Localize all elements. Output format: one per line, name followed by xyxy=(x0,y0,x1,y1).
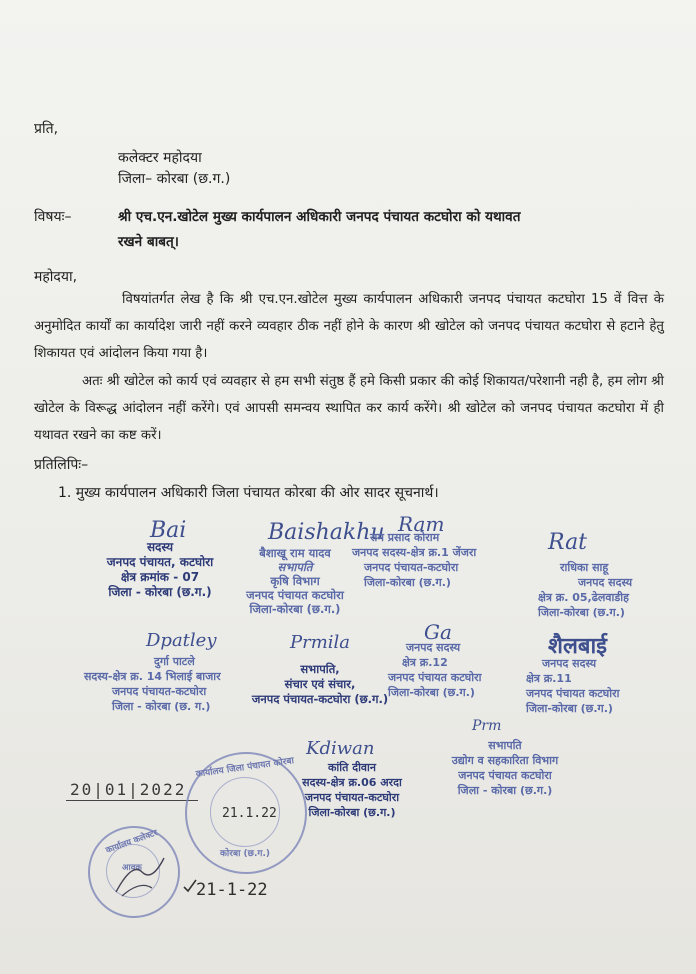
stamp-line: जिला - कोरबा (छ. ग.) xyxy=(112,700,211,713)
salutation: महोदया, xyxy=(34,269,78,285)
stamp-line: जनपद पंचायत-कटघोरा xyxy=(364,561,459,574)
signature-3: Ram xyxy=(398,512,445,536)
stamp-member-01 xyxy=(352,530,527,590)
stamp-name: राधिका साहू xyxy=(560,561,609,574)
signature-8: शैलबाई xyxy=(548,633,607,659)
collector-seal-scribble xyxy=(112,852,168,898)
subject-line-1: श्री एच.एन.खोटेल मुख्य कार्यपालन अधिकारी जनपद पंचायत कटघोरा को यथावत xyxy=(118,209,521,225)
office-seal-bottom-text: कोरबा (छ.ग.) xyxy=(220,849,270,859)
stamp-member-14 xyxy=(84,654,259,714)
stamp-member-07 xyxy=(100,540,220,600)
stamp-member-11 xyxy=(526,656,656,716)
stamp-line: सभापति xyxy=(488,739,522,752)
signature-4: Rat xyxy=(548,530,588,555)
addressee-title: कलेक्टर महोदया xyxy=(118,150,202,166)
stamp-member-12 xyxy=(388,640,508,700)
stamp-line: सभापति xyxy=(277,560,313,574)
signature-1: Bai xyxy=(150,518,187,543)
stamp-line: जनपद पंचायत-कटघोरा xyxy=(112,685,207,698)
addressee-district: जिला– कोरबा (छ.ग.) xyxy=(118,171,231,187)
stamp-line: जिला-कोरबा (छ.ग.) xyxy=(538,606,625,619)
stamp-line: जिला-कोरबा (छ.ग.) xyxy=(388,686,475,699)
signature-9: Kdiwan xyxy=(306,738,375,759)
handwritten-date-received: 21-1-22 xyxy=(196,880,268,900)
stamp-line: जिला-कोरबा (छ.ग.) xyxy=(364,576,451,589)
collector-seal-inner-text: आवक xyxy=(122,863,142,873)
stamp-line: कृषि विभाग xyxy=(270,574,320,588)
stamp-line: सदस्य xyxy=(146,540,174,554)
stamp-line: क्षेत्र क्र.12 xyxy=(402,656,448,669)
body-paragraph-2: अतः श्री खोटेल को कार्य एवं व्यवहार से हम सभी संतुष्ठ हैं हमे किसी प्रकार की कोई शिकायत/परेशानी नही है, हम लोग श्री खोटेल के विरूद्ध आंदोलन नहीं करेंगे। एवं आपसी समन्वय स्थापित कर कार्य करेंगे। श्री खोटेल को जनपद पंचायत कटघोरा में ही यथावत रखने का कष्ट करें। xyxy=(34,374,664,443)
stamp-line: जिला - कोरबा (छ.ग.) xyxy=(108,585,212,599)
stamp-chairman-communication xyxy=(250,662,390,707)
stamp-line: जनपद सदस्य xyxy=(578,576,633,589)
check-icon xyxy=(182,878,198,894)
stamp-line: जनपद पंचायत कटघोरा xyxy=(388,671,482,684)
signature-7: Ga xyxy=(424,620,452,644)
stamp-line: क्षेत्र क्र. 05,ढेलवाडीह xyxy=(538,591,629,604)
stamp-line: जिला-कोरबा (छ.ग.) xyxy=(249,602,341,616)
stamp-line: सदस्य-क्षेत्र क्र. 14 भिलाई बाजार xyxy=(84,670,221,683)
handwritten-date: 20|01|2022 xyxy=(70,780,187,799)
stamp-line: जनपद पंचायत कटघोरा xyxy=(526,687,620,700)
date-underline xyxy=(66,800,198,801)
tick-mark xyxy=(182,878,198,894)
stamp-line: उद्योग व सहकारिता विभाग xyxy=(451,754,559,767)
copy-item-1: 1. मुख्य कार्यपालन अधिकारी जिला पंचायत कोरबा की ओर सादर सूचनार्थ। xyxy=(58,485,439,501)
prati-label: प्रति, xyxy=(34,121,59,137)
scribble-icon xyxy=(112,852,168,898)
stamp-line: जिला - कोरबा (छ.ग.) xyxy=(457,784,553,797)
copy-label: प्रतिलिपिः– xyxy=(34,457,89,473)
stamp-line: संचार एवं संचार, xyxy=(284,677,356,691)
stamp-line: सभापति, xyxy=(300,662,340,676)
subject-label: विषयः– xyxy=(34,209,72,225)
collector-seal-text: कार्यालय कलेक्टर xyxy=(104,828,159,857)
signature-6: Prmila xyxy=(290,632,351,653)
subject-line-2: रखने बाबत्। xyxy=(118,234,179,250)
stamp-name: राम प्रसाद कोराम xyxy=(370,531,440,544)
signature-10: Prm xyxy=(472,718,502,734)
stamp-line: जनपद पंचायत कटघोरा xyxy=(458,769,552,782)
body-paragraph-1: विषयांतर्गत लेख है कि श्री एच.एन.खोटेल मुख्य कार्यपालन अधिकारी जनपद पंचायत कटघोरा 15 वें वित्त के अनुमोदित कार्यों का कार्यादेश जारी नहीं करने व्यवहार ठीक नहीं होने के कारण श्री खोटेल को जनपद पंचायत कटघोरा से हटाने हेतु शिकायत एवं आंदोलन किया गया है। xyxy=(34,292,664,361)
stamp-member-05 xyxy=(538,560,658,620)
stamp-line: क्षेत्र क्रमांक - 07 xyxy=(120,570,200,584)
stamp-line: जनपद पंचायत-कटघोरा (छ.ग.) xyxy=(251,692,389,706)
stamp-name: बैशाखू राम यादव xyxy=(259,546,331,560)
stamp-line: जनपद सदस्य-क्षेत्र क्र.1 जेंजरा xyxy=(352,546,477,559)
stamp-chairman-agriculture xyxy=(230,546,360,616)
stamp-line: जनपद पंचायत, कटघोरा xyxy=(106,555,214,569)
office-seal-text: कार्यालय जिला पंचायत कोरबा xyxy=(195,756,295,780)
stamp-line: जनपद पंचायत कटघोरा xyxy=(246,588,344,602)
stamp-line: जनपद सदस्य xyxy=(406,641,461,654)
stamp-line: जिला-कोरबा (छ.ग.) xyxy=(526,702,613,715)
stamp-line: जनपद सदस्य xyxy=(542,657,597,670)
inward-number: 21.1.22 xyxy=(222,806,277,821)
stamp-line: क्षेत्र क्र.11 xyxy=(526,672,572,685)
stamp-name: कांति दीवान xyxy=(327,761,376,774)
signature-5: Dpatley xyxy=(146,630,217,651)
stamp-line: जनपद पंचायत-कटघोरा xyxy=(304,791,400,804)
stamp-line: जिला-कोरबा (छ.ग.) xyxy=(308,806,396,819)
signature-2: Baishakhu xyxy=(268,520,385,545)
stamp-chairman-industry xyxy=(430,738,580,798)
stamp-line: सदस्य-क्षेत्र क्र.06 अरदा xyxy=(302,776,402,789)
stamp-name: दुर्गा पाटले xyxy=(154,655,195,668)
